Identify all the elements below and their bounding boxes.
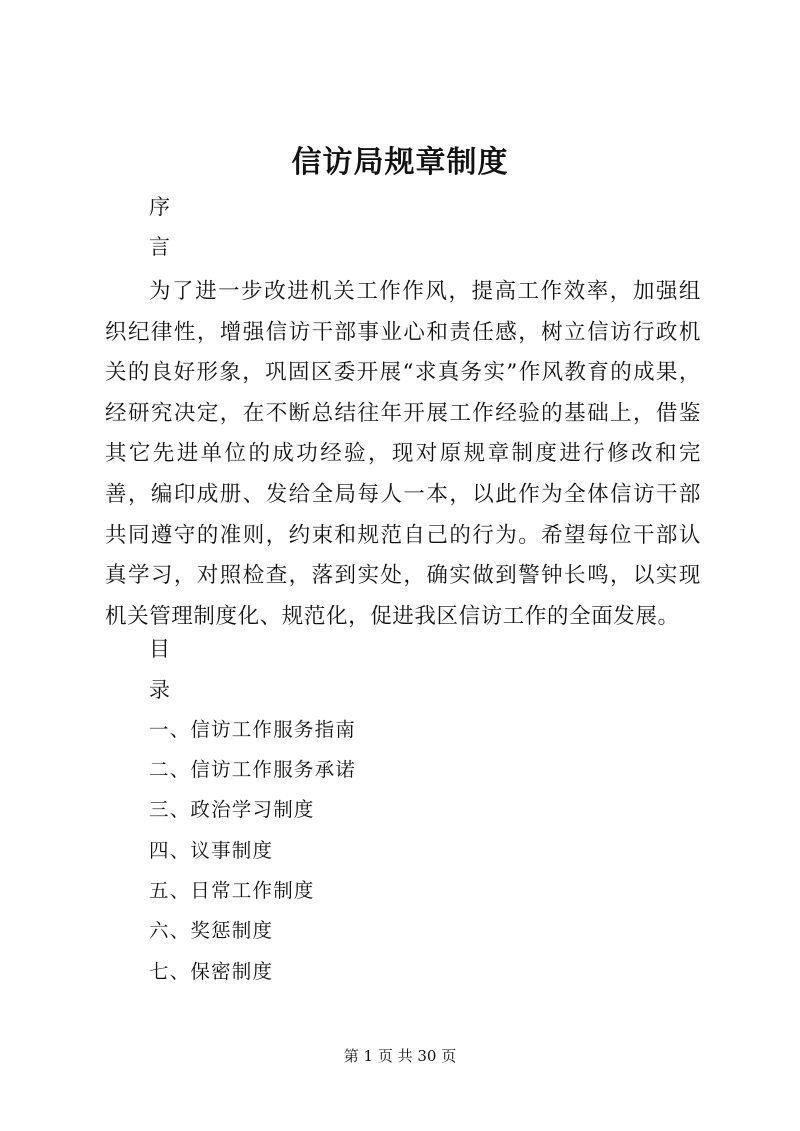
preface-heading-char-2: 言 xyxy=(149,235,170,259)
toc-item: 六、奖惩制度 xyxy=(149,919,274,942)
page-number-footer: 第 1 页 共 30 页 xyxy=(343,1047,457,1065)
document-title: 信访局规章制度 xyxy=(291,145,509,180)
toc-item: 七、保密制度 xyxy=(149,960,274,983)
toc-item: 三、政治学习制度 xyxy=(149,798,315,821)
toc-item: 二、信访工作服务承诺 xyxy=(149,758,357,781)
preface-heading-char-1: 序 xyxy=(149,195,170,219)
preface-paragraph: 为了进一步改进机关工作作风，提高工作效率，加强组织纪律性，增强信访干部事业心和责任感，树立信访行政机关的良好形象，巩固区委开展“求真务实”作风教育的成果，经研究决定，在不断总结往年开展工作经验的基础上，借鉴其它先进单位的成功经验，现对原规章制度进行修改和完善，编印成册、发给全局每人一本，以此作为全体信访干部共同遵守的准则，约束和规范自己的行为。希望每位干部认真学习，对照检查，落到实处，确实做到警钟长鸣，以实现机关管理制度化、规范化，促进我区信访工作的全面发展。 xyxy=(105,279,701,629)
toc-item: 五、日常工作制度 xyxy=(149,879,315,902)
toc-heading-char-2: 录 xyxy=(149,678,170,702)
toc-item: 一、信访工作服务指南 xyxy=(149,718,357,741)
toc-item: 四、议事制度 xyxy=(149,839,274,862)
toc-heading-char-1: 目 xyxy=(149,637,170,661)
